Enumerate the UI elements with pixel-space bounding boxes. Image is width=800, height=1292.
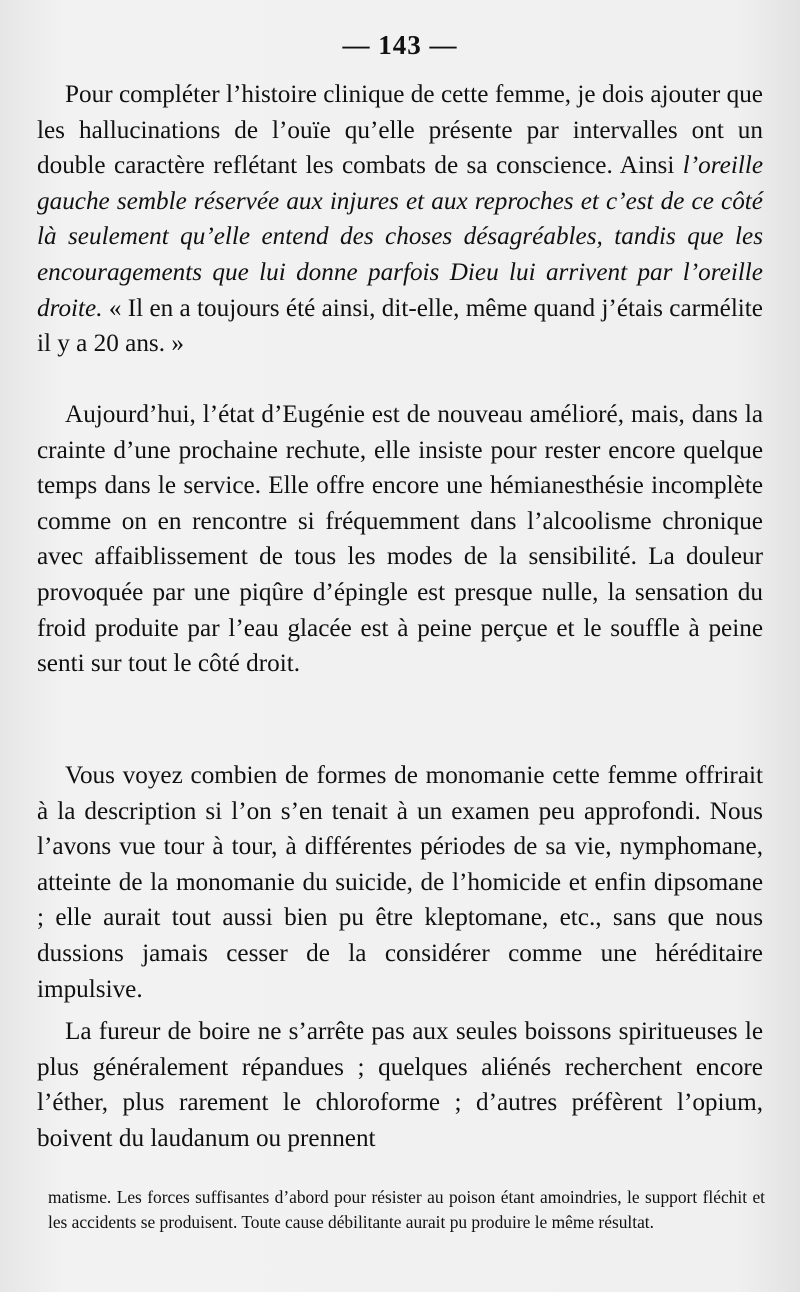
footnote [48, 1185, 765, 1235]
paragraph-text [37, 77, 763, 362]
paragraph-3 [37, 758, 763, 1007]
paragraph-text-end: « Il en a toujours été ainsi, dit-elle, même quand j’étais carmélite il y a 20 ans. » [37, 294, 763, 358]
paragraph-text: Aujourd’hui, l’état d’Eugénie est de nouveau amélioré, mais, dans la crainte d’une prochaine rechute, elle insiste pour rester encore quelque temps dans le service. Elle offre encore une hémianesthésie incomplète comme on en rencontre si fréquemment dans l’alcoolisme chronique avec affaiblissement de tous les modes de la sensibilité. La douleur provoquée par une piqûre d’épingle est presque nulle, la sensation du froid produite par l’eau glacée est à peine perçue et le souffle à peine senti sur tout le côté droit. [37, 401, 763, 678]
footnote-text: matisme. Les forces suffisantes d’abord pour résister au poison étant amoindries, le support fléchit et les accidents se produisent. Toute cause débilitante aurait pu produire le même résultat. [48, 1187, 765, 1232]
paragraph-text: Vous voyez combien de formes de monomanie cette femme offrirait à la description si l’on s’en tenait à un examen peu approfondi. Nous l’avons vue tour à tour, à différentes périodes de sa vie, nymphomane, atteinte de la monomanie du suicide, de l’homicide et enfin dipsomane ; elle aurait tout aussi bien pu être kleptomane, etc., sans que nous dussions jamais cesser de la considérer comme une héréditaire impulsive. [37, 762, 763, 1003]
paragraph-4 [37, 1014, 763, 1156]
italic-passage: l’oreille gauche semble réservée aux injures et aux reproches et c’est de ce côté là seulement qu’elle entend des choses désagréables, tandis que les encouragements que lui donne parfois Dieu lui arrivent par l’oreille droite. [37, 152, 763, 322]
paragraph-text: La fureur de boire ne s’arrête pas aux seules boissons spiritueuses le plus généralement répandues ; quelques aliénés recherchent encore l’éther, plus rarement le chloroforme ; d’autres préfèrent l’opium, boivent du laudanum ou prennent [37, 1018, 763, 1152]
page-number: — 143 — [342, 30, 458, 60]
paragraph-1 [37, 77, 763, 362]
paragraph-text-start: Pour compléter l’histoire clinique de cette femme, je dois ajouter que les hallucinations de l’ouïe qu’elle présente par intervalles ont un double caractère reflétant les combats de sa conscience. Ainsi [37, 81, 763, 180]
paragraph-2 [37, 397, 763, 682]
